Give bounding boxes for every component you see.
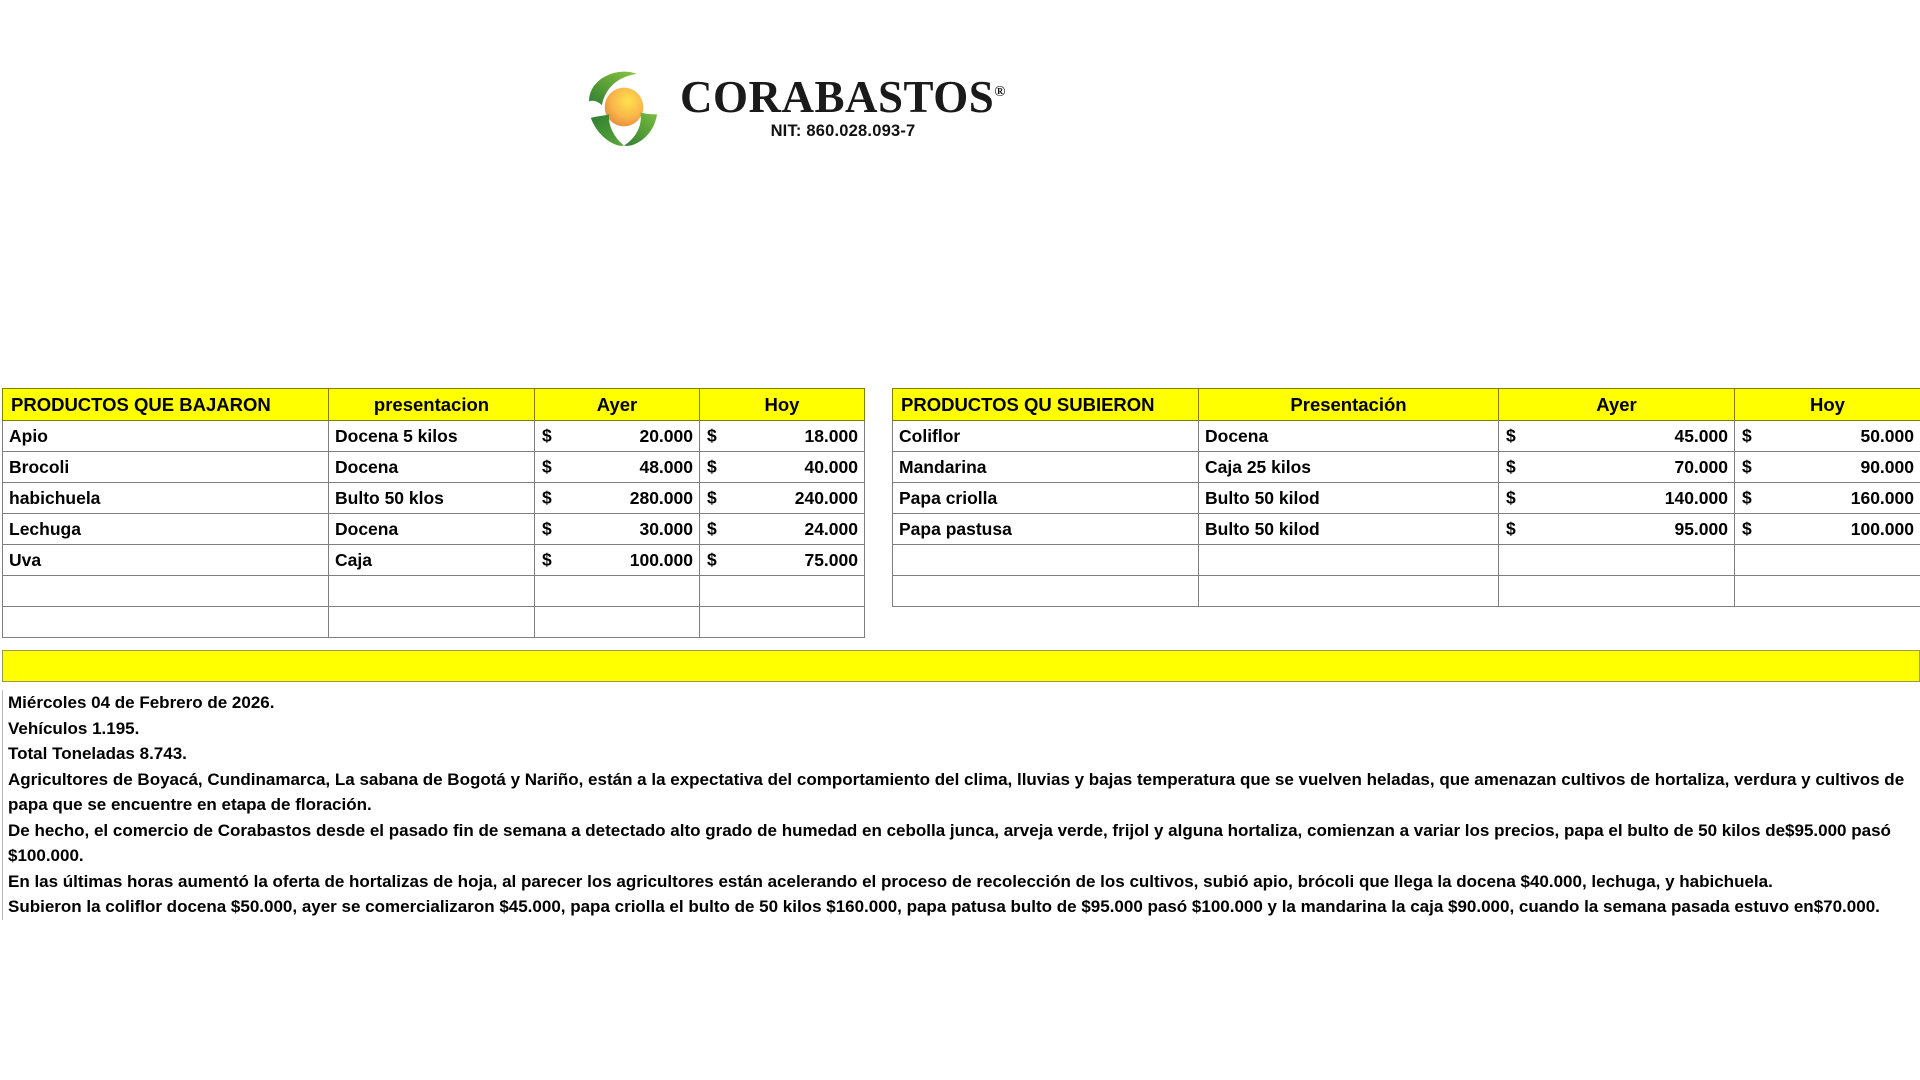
cell-price-hoy: $ 40.000 [700,452,865,483]
currency-symbol: $ [542,518,552,539]
table-row [893,421,1920,452]
table-header-row [3,389,865,421]
brand-nit: NIT: 860.028.093-7 [770,121,916,140]
currency-symbol: $ [1506,487,1516,508]
cell-price-ayer: $ 70.000 [1499,452,1735,483]
cell-product: Papa criolla [893,483,1199,514]
cell-presentation: Docena 5 kilos [329,421,535,452]
cell-price-ayer: $ 30.000 [535,514,700,545]
cell-empty [893,576,1199,607]
table-row [3,421,865,452]
column-header-product: PRODUCTOS QUE BAJARON [3,389,329,421]
corabastos-leaf-sun-logo-icon [578,61,670,153]
column-header-ayer: Ayer [535,389,700,421]
cell-price-hoy: $ 18.000 [700,421,865,452]
table-body-products-down [3,421,865,638]
cell-product: habichuela [3,483,329,514]
table-products-up [892,388,1920,607]
table-row-empty [893,545,1920,576]
cell-empty [700,576,865,607]
cell-price-hoy: $ 75.000 [700,545,865,576]
brand-name: CORABASTOS® [680,71,1006,122]
currency-symbol: $ [1742,425,1752,446]
cell-product: Mandarina [893,452,1199,483]
table-row [893,514,1920,545]
table-body-products-up [893,421,1920,607]
currency-symbol: $ [707,549,717,570]
cell-empty [1499,576,1735,607]
cell-presentation: Caja 25 kilos [1199,452,1499,483]
report-paragraphs [8,767,1918,920]
logo-group [578,61,1006,153]
column-header-hoy: Hoy [700,389,865,421]
table-header-row [893,389,1920,421]
cell-presentation: Bulto 50 kilod [1199,514,1499,545]
report-date-line: Miércoles 04 de Febrero de 2026. [8,693,275,712]
table-row-empty [893,576,1920,607]
cell-empty [329,576,535,607]
yellow-separator-bar [2,650,1920,682]
table-row-empty [3,576,865,607]
column-header-product: PRODUCTOS QU SUBIERON [893,389,1199,421]
cell-price-hoy: $ 90.000 [1735,452,1920,483]
currency-symbol: $ [542,425,552,446]
table-row-empty [3,607,865,638]
currency-symbol: $ [707,425,717,446]
table-row [893,452,1920,483]
currency-symbol: $ [707,487,717,508]
column-header-ayer: Ayer [1499,389,1735,421]
cell-empty [1735,545,1920,576]
table-products-down [2,388,865,638]
cell-presentation: Bulto 50 klos [329,483,535,514]
currency-symbol: $ [542,487,552,508]
cell-product: Lechuga [3,514,329,545]
cell-price-ayer: $ 280.000 [535,483,700,514]
currency-symbol: $ [1506,518,1516,539]
report-paragraph: En las últimas horas aumentó la oferta de hortalizas de hoja, al parecer los agricultores están acelerando el proceso de recolección de los cultivos, subió apio, brócoli que llega la docena $40.000, lechuga, y habichuela. [8,871,1773,891]
registered-mark: ® [994,83,1006,100]
cell-empty [3,607,329,638]
cell-product: Papa pastusa [893,514,1199,545]
cell-empty [1199,576,1499,607]
cell-price-ayer: $ 100.000 [535,545,700,576]
logo-wordmark [680,71,1006,140]
cell-price-hoy: $ 100.000 [1735,514,1920,545]
cell-presentation: Bulto 50 kilod [1199,483,1499,514]
column-header-presentation: presentacion [329,389,535,421]
cell-product: Uva [3,545,329,576]
currency-symbol: $ [542,549,552,570]
cell-presentation: Docena [329,514,535,545]
currency-symbol: $ [1506,425,1516,446]
cell-product: Coliflor [893,421,1199,452]
cell-price-hoy: $ 160.000 [1735,483,1920,514]
table-row [3,514,865,545]
cell-price-ayer: $ 20.000 [535,421,700,452]
cell-price-ayer: $ 95.000 [1499,514,1735,545]
cell-empty [1735,576,1920,607]
cell-empty [329,607,535,638]
column-header-presentation: Presentación [1199,389,1499,421]
cell-price-ayer: $ 140.000 [1499,483,1735,514]
currency-symbol: $ [707,518,717,539]
column-header-hoy: Hoy [1735,389,1920,421]
report-paragraph: Subieron la coliflor docena $50.000, ayer se comercializaron $45.000, papa criolla el bulto de 50 kilos $160.000, papa patusa bulto de $95.000 pasó $100.000 y la mandarina la caja $90.000, cuando la semana pasada estuvo en$70.000. [8,897,1880,916]
brand-header [0,52,1920,162]
currency-symbol: $ [542,456,552,477]
cell-price-ayer: $ 45.000 [1499,421,1735,452]
table-row [3,545,865,576]
cell-presentation: Docena [329,452,535,483]
table-row [893,483,1920,514]
cell-price-ayer: $ 48.000 [535,452,700,483]
cell-empty [1199,545,1499,576]
cell-product: Brocoli [3,452,329,483]
cell-presentation: Docena [1199,421,1499,452]
report-paragraph: Agricultores de Boyacá, Cundinamarca, La sabana de Bogotá y Nariño, están a la expectativa del comportamiento del clima, lluvias y bajas temperatura que se vuelven heladas, que amenazan cultivos de hortaliza, verdura y cultivos de papa que se encuentre en etapa de floración. [8,769,1905,814]
report-paragraph: De hecho, el comercio de Corabastos desde el pasado fin de semana a detectado alto grado de humedad en cebolla junca, arveja verde, frijol y alguna hortaliza, comienzan a variar los precios, papa el bulto de 50 kilos de$95.000 pasó $100.000. [8,820,1891,865]
cell-price-hoy: $ 240.000 [700,483,865,514]
table-row [3,483,865,514]
cell-empty [535,576,700,607]
cell-price-hoy: $ 24.000 [700,514,865,545]
currency-symbol: $ [1742,456,1752,477]
report-tons-line: Total Toneladas 8.743. [8,744,187,763]
report-vehicles-line: Vehículos 1.195. [8,718,140,738]
cell-empty [535,607,700,638]
cell-empty [3,576,329,607]
cell-product: Apio [3,421,329,452]
cell-price-hoy: $ 50.000 [1735,421,1920,452]
currency-symbol: $ [1742,518,1752,539]
cell-empty [700,607,865,638]
cell-empty [1499,545,1735,576]
cell-empty [893,545,1199,576]
currency-symbol: $ [707,456,717,477]
currency-symbol: $ [1506,456,1516,477]
cell-presentation: Caja [329,545,535,576]
table-row [3,452,865,483]
currency-symbol: $ [1742,487,1752,508]
market-report-note [2,690,1918,920]
